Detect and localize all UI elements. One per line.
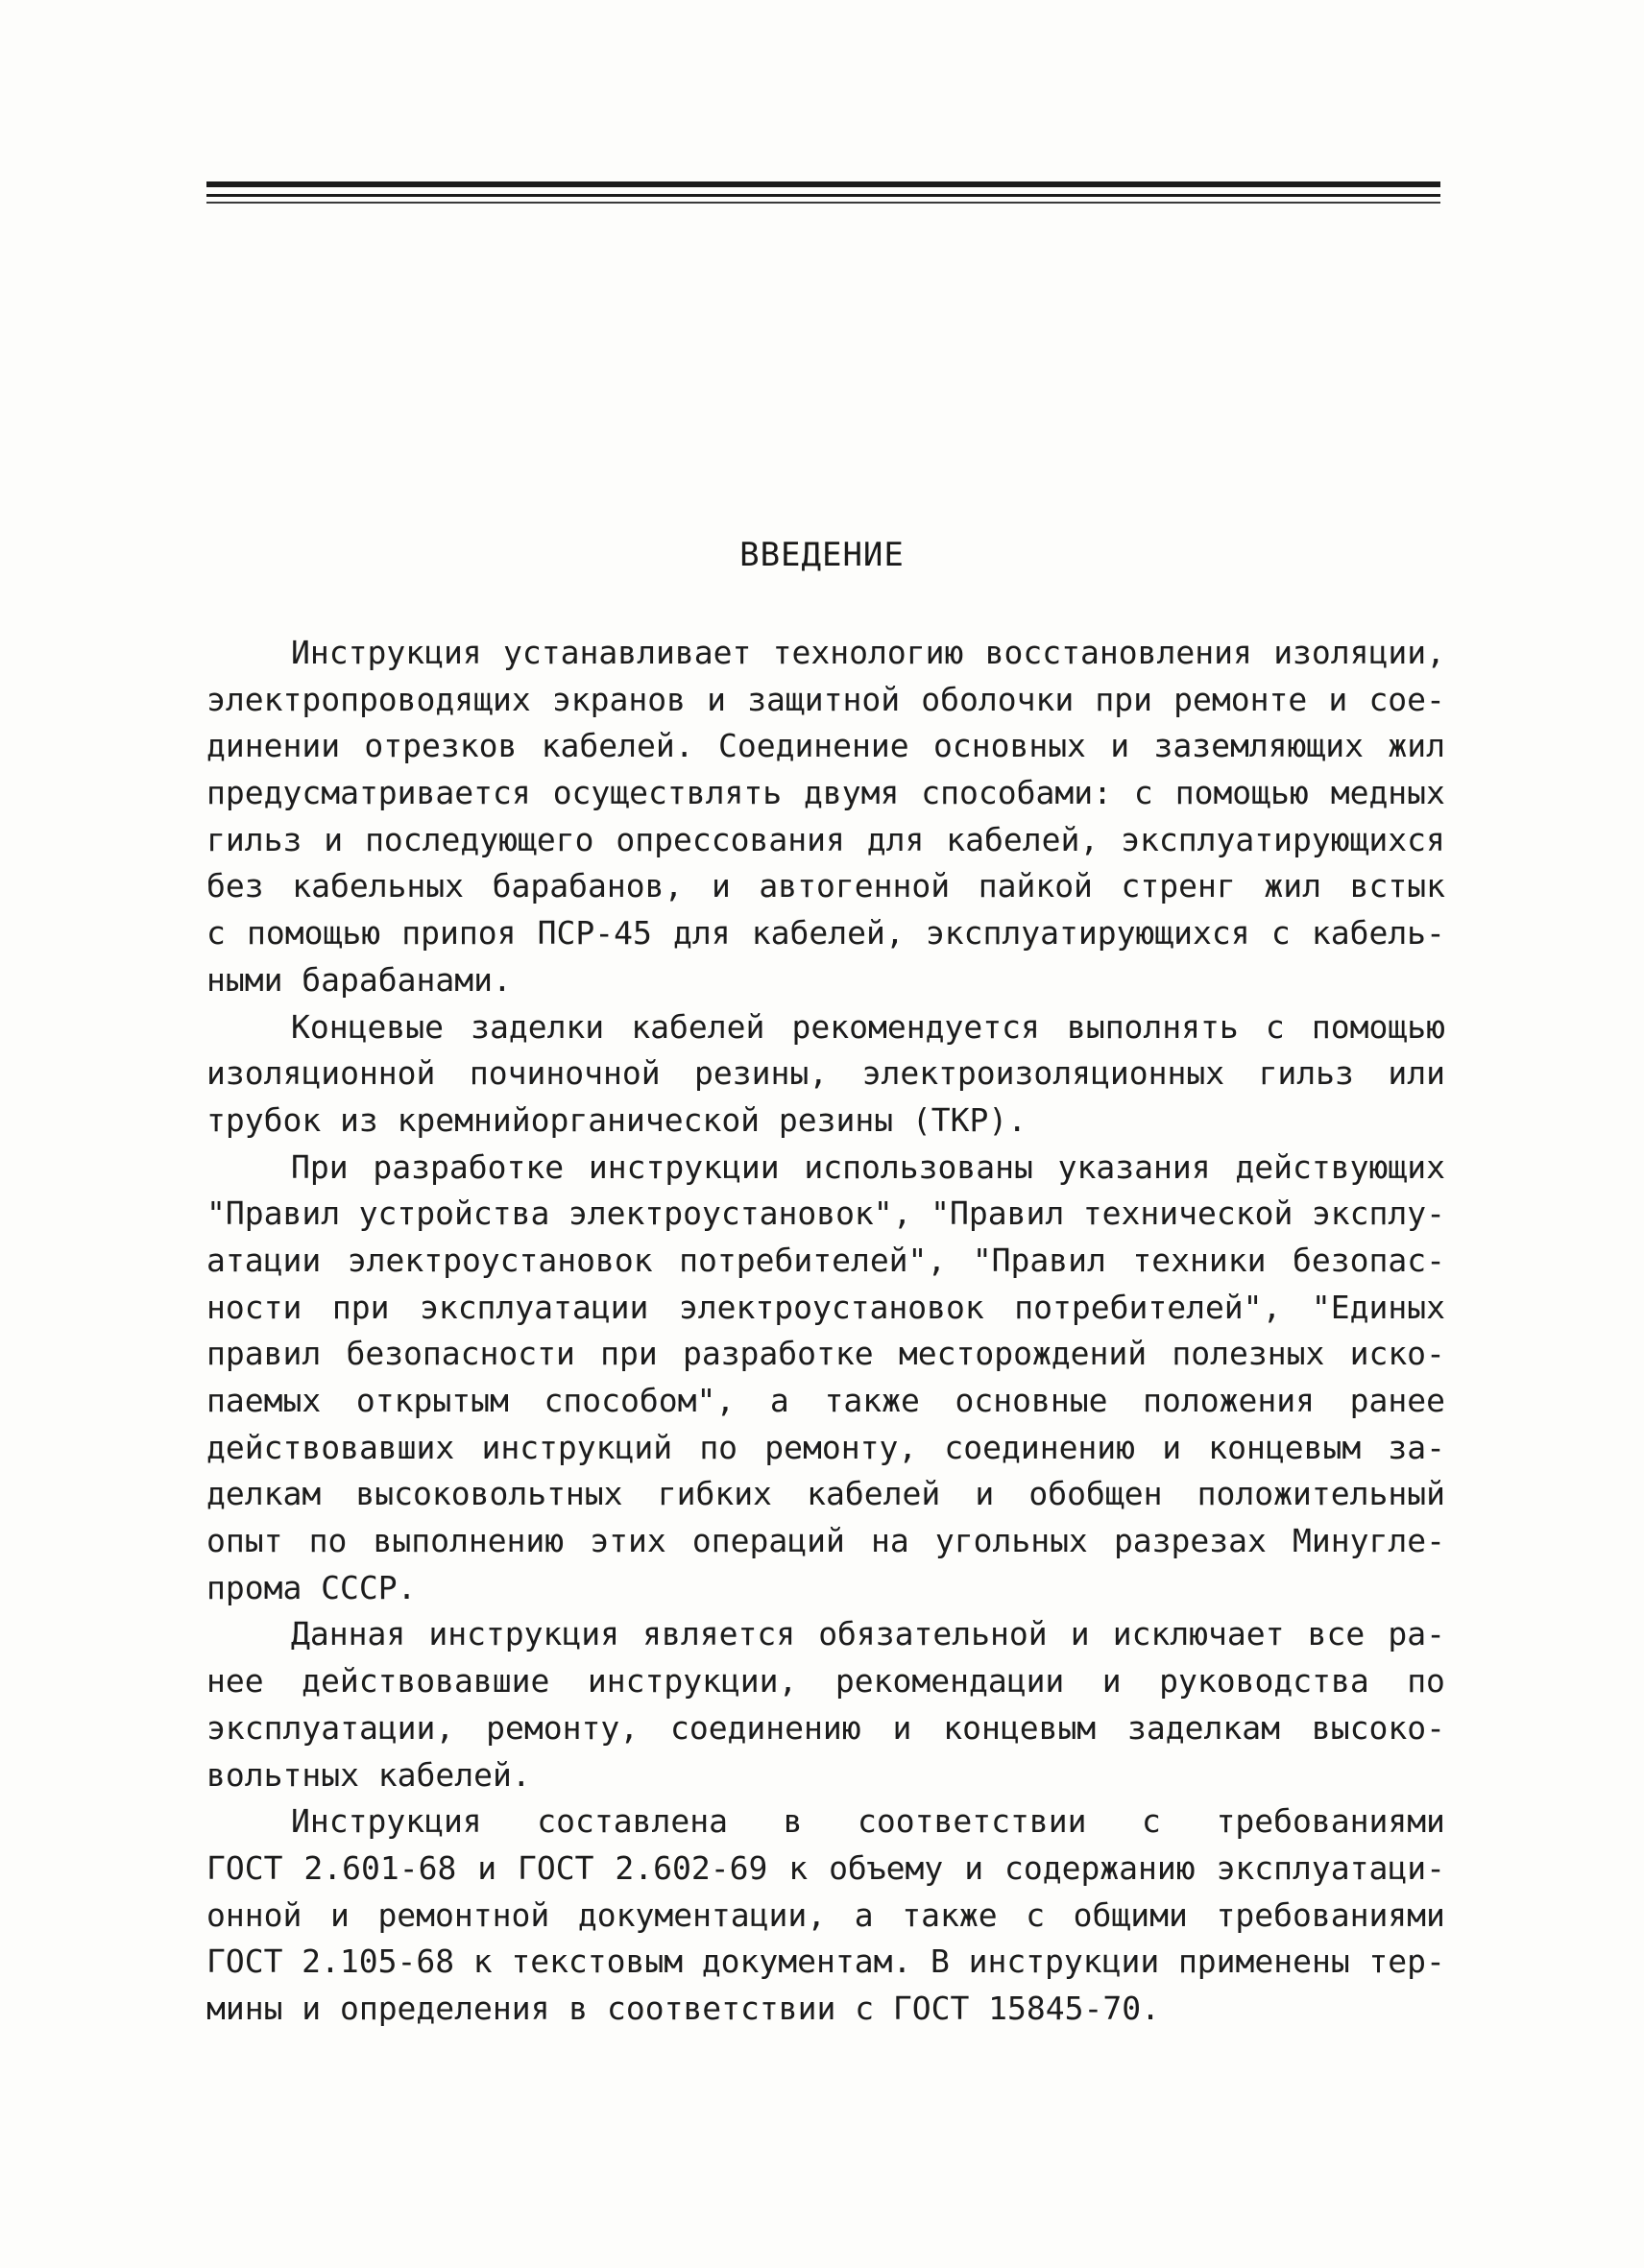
paragraph (206, 1004, 1445, 1145)
text-line: вольтных кабелей. (206, 1755, 531, 1794)
text-line: правил безопасности при разработке месторождений полезных иско- (206, 1335, 1445, 1373)
text-line: ными барабанами. (206, 960, 512, 999)
header-rule-top (206, 181, 1440, 187)
text-line: атации электроустановок потребителей", "Правил техники безопас- (206, 1241, 1445, 1279)
text-line: При разработке инструкции использованы указания действующих (291, 1147, 1445, 1186)
text-line: Инструкция устанавливает технологию восстановления изоляции, (291, 634, 1445, 671)
text-line: действовавших инструкций по ремонту, соединению и концевым за- (206, 1428, 1445, 1466)
text-line: нее действовавшие инструкции, рекомендации и руководства по (206, 1662, 1445, 1701)
paragraph (206, 1611, 1445, 1798)
text-line: онной и ремонтной документации, а также с общими требованиями (206, 1895, 1445, 1934)
text-line: делкам высоковольтных гибких кабелей и обобщен положительный (206, 1475, 1445, 1513)
text-line: динении отрезков кабелей. Соединение основных и заземляющих жил (206, 727, 1445, 765)
text-line: трубок из кремнийорганической резины (ТКР). (206, 1100, 1028, 1139)
text-line: гильз и последующего опрессования для кабелей, эксплуатирующихся (206, 820, 1445, 858)
body-text (206, 630, 1445, 2033)
paragraph (206, 630, 1445, 1004)
text-line: ГОСТ 2.105-68 к текстовым документам. В инструкции применены тер- (206, 1942, 1445, 1981)
header-rule-middle (206, 194, 1440, 197)
text-line: Концевые заделки кабелей рекомендуется выполнять с помощью (291, 1007, 1445, 1046)
text-line: без кабельных барабанов, и автогенной пайкой стренг жил встык (206, 867, 1445, 905)
text-line: эксплуатации, ремонту, соединению и концевым заделкам высоко- (206, 1708, 1445, 1747)
text-line: паемых открытым способом", а также основные положения ранее (206, 1382, 1445, 1419)
section-title: ВВЕДЕНИЕ (739, 536, 905, 574)
text-line: электропроводящих экранов и защитной оболочки при ремонте и сое- (206, 680, 1445, 718)
text-line: мины и определения в соответствии с ГОСТ 15845-70. (206, 1989, 1160, 2027)
text-line: "Правил устройства электроустановок", "Правил технической эксплу- (206, 1194, 1445, 1233)
text-line: прома СССР. (206, 1568, 417, 1606)
paragraph (206, 1798, 1445, 2032)
text-line: ности при эксплуатации электроустановок потребителей", "Единых (206, 1288, 1445, 1326)
text-line: с помощью припоя ПСР-45 для кабелей, эксплуатирующихся с кабель- (206, 914, 1445, 953)
paragraph (206, 1145, 1445, 1612)
text-line: предусматривается осуществлять двумя способами: с помощью медных (206, 774, 1445, 812)
text-line: опыт по выполнению этих операций на угольных разрезах Минугле- (206, 1522, 1445, 1560)
text-line: ГОСТ 2.601-68 и ГОСТ 2.602-69 к объему и содержанию эксплуатаци- (206, 1848, 1445, 1887)
text-line: Инструкция составлена в соответствии с требованиями (291, 1802, 1445, 1841)
text-line: изоляционной починочной резины, электроизоляционных гильз или (206, 1054, 1445, 1093)
header-rule-bottom (206, 202, 1440, 204)
text-line: Данная инструкция является обязательной и исключает все ра- (291, 1615, 1445, 1653)
